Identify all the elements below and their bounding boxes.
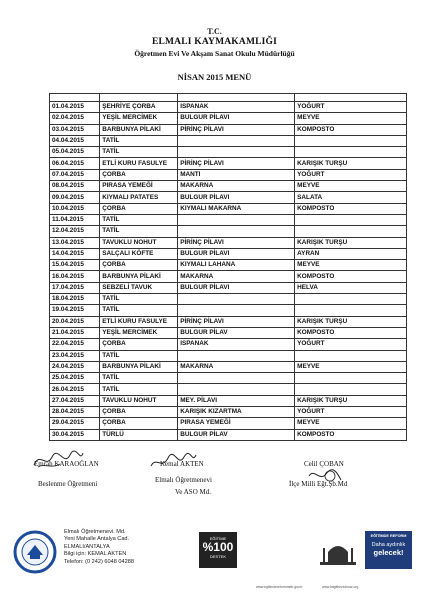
menu-date-cell: 28.04.2015 (50, 407, 100, 418)
table-row (50, 282, 407, 293)
menu-date-cell: 16.04.2015 (50, 271, 100, 282)
menu-date-cell: 24.04.2015 (50, 361, 100, 372)
table-row (50, 158, 407, 169)
menu-extra-cell (295, 135, 407, 146)
menu-main-dish-cell: YEŞİL MERCİMEK (100, 113, 178, 124)
menu-date-cell: 29.04.2015 (50, 418, 100, 429)
menu-side-dish-cell: KIYMALI MAKARNA (178, 203, 295, 214)
menu-main-dish-cell: ÇORBA (100, 203, 178, 214)
menu-extra-cell: KOMPOSTO (295, 124, 407, 135)
menu-extra-cell: KOMPOSTO (295, 327, 407, 338)
table-header-cell (50, 94, 100, 102)
menu-date-cell: 23.04.2015 (50, 350, 100, 361)
mid-signature-title2: Ve ASO Md. (175, 488, 211, 496)
menu-main-dish-cell: YEŞİL MERCİMEK (100, 327, 178, 338)
menu-extra-cell (295, 147, 407, 158)
menu-side-dish-cell: MANTI (178, 169, 295, 180)
footer-line-2: Yeni Mahalle Antalya Cad. (64, 536, 130, 543)
badge1-bot-text: DESTEK (209, 554, 226, 559)
menu-side-dish-cell: PIRASA YEMEĞİ (178, 418, 295, 429)
mid-signature-title1: Elmalı Öğretmenevi (155, 476, 212, 484)
table-header-cell (295, 94, 407, 102)
menu-side-dish-cell (178, 294, 295, 305)
menu-side-dish-cell: PİRİNÇ PİLAVI (178, 237, 295, 248)
menu-date-cell: 11.04.2015 (50, 214, 100, 225)
menu-date-cell: 27.04.2015 (50, 395, 100, 406)
table-row (50, 418, 407, 429)
education-support-badge (199, 532, 237, 568)
menu-extra-cell: YOĞURT (295, 339, 407, 350)
footer-line-1: Elmalı Öğretmenevi. Md. (64, 529, 126, 535)
menu-side-dish-cell: BULGUR PİLAV (178, 429, 295, 440)
menu-extra-cell (295, 214, 407, 225)
table-row (50, 260, 407, 271)
table-row (50, 248, 407, 259)
menu-main-dish-cell: TÜRLÜ (100, 429, 178, 440)
menu-main-dish-cell: TATİL (100, 147, 178, 158)
menu-side-dish-cell: KARIŞIK KIZARTMA (178, 407, 295, 418)
menu-date-cell: 19.04.2015 (50, 305, 100, 316)
table-row (50, 316, 407, 327)
menu-date-cell: 14.04.2015 (50, 248, 100, 259)
menu-side-dish-cell: BULGUR PİLAVI (178, 192, 295, 203)
menu-main-dish-cell: SALÇALI KÖFTE (100, 248, 178, 259)
menu-side-dish-cell: MAKARNA (178, 181, 295, 192)
menu-extra-cell: KARIŞIK TURŞU (295, 395, 407, 406)
menu-side-dish-cell (178, 373, 295, 384)
badge3-mid-text: Daha aydınlık (371, 542, 406, 548)
menu-extra-cell (295, 294, 407, 305)
menu-table (49, 93, 407, 441)
menu-side-dish-cell (178, 384, 295, 395)
table-row (50, 294, 407, 305)
badge1-top-text: EĞİTİME (209, 536, 227, 541)
menu-date-cell: 26.04.2015 (50, 384, 100, 395)
menu-main-dish-cell: TAVUKLU NOHUT (100, 237, 178, 248)
menu-date-cell: 18.04.2015 (50, 294, 100, 305)
menu-date-cell: 04.04.2015 (50, 135, 100, 146)
menu-side-dish-cell (178, 305, 295, 316)
menu-side-dish-cell: MAKARNA (178, 271, 295, 282)
menu-side-dish-cell: MAKARNA (178, 361, 295, 372)
education-reform-badge (365, 531, 412, 569)
menu-main-dish-cell: BARBUNYA PİLAKİ (100, 271, 178, 282)
menu-side-dish-cell: MEY. PİLAVI (178, 395, 295, 406)
menu-main-dish-cell: TATİL (100, 373, 178, 384)
menu-extra-cell: YOĞURT (295, 169, 407, 180)
menu-extra-cell: KARIŞIK TURŞU (295, 316, 407, 327)
header-institution: Öğretmen Evi Ve Akşam Sanat Okulu Müdürlüğü (134, 49, 295, 58)
menu-extra-cell: KARIŞIK TURŞU (295, 237, 407, 248)
table-row (50, 135, 407, 146)
table-row (50, 395, 407, 406)
menu-extra-cell: KARIŞIK TURŞU (295, 158, 407, 169)
menu-main-dish-cell: ÇORBA (100, 407, 178, 418)
menu-date-cell: 01.04.2015 (50, 102, 100, 113)
menu-side-dish-cell (178, 214, 295, 225)
menu-extra-cell: YOĞURT (295, 102, 407, 113)
menu-main-dish-cell: KIYMALI PATATES (100, 192, 178, 203)
table-row (50, 214, 407, 225)
menu-date-cell: 22.04.2015 (50, 339, 100, 350)
header-kaymakamlik: ELMALI KAYMAKAMLIĞI (151, 37, 278, 47)
footer-url-1: www.egitimdereformmeb.gov.tr (256, 585, 303, 589)
menu-date-cell: 06.04.2015 (50, 158, 100, 169)
menu-extra-cell: AYRAN (295, 248, 407, 259)
table-row (50, 226, 407, 237)
right-signature-name: Celil ÇOBAN (304, 460, 344, 468)
table-row (50, 124, 407, 135)
menu-main-dish-cell: TATİL (100, 384, 178, 395)
menu-extra-cell: KOMPOSTO (295, 203, 407, 214)
table-header-cell (100, 94, 178, 102)
mid-signature-name: Kemal AKTEN (160, 460, 204, 468)
table-row (50, 113, 407, 124)
menu-extra-cell (295, 350, 407, 361)
menu-date-cell: 25.04.2015 (50, 373, 100, 384)
menu-extra-cell (295, 373, 407, 384)
table-header-cell (178, 94, 295, 102)
school-logo (13, 530, 57, 574)
header-tc: T.C. (207, 27, 222, 36)
menu-date-cell: 02.04.2015 (50, 113, 100, 124)
menu-main-dish-cell: ETLİ KURU FASULYE (100, 316, 178, 327)
menu-extra-cell: MEYVE (295, 418, 407, 429)
menu-main-dish-cell: TAVUKLU NOHUT (100, 395, 178, 406)
menu-extra-cell: YOĞURT (295, 407, 407, 418)
menu-main-dish-cell: TATİL (100, 214, 178, 225)
menu-date-cell: 21.04.2015 (50, 327, 100, 338)
menu-side-dish-cell: PİRİNÇ PİLAVI (178, 158, 295, 169)
badge3-top-text: EĞİTİMDE REFORM (370, 534, 407, 538)
menu-side-dish-cell (178, 350, 295, 361)
footer-contact (64, 529, 134, 566)
menu-date-cell: 12.04.2015 (50, 226, 100, 237)
table-row (50, 361, 407, 372)
menu-date-cell: 08.04.2015 (50, 181, 100, 192)
menu-extra-cell (295, 226, 407, 237)
menu-date-cell: 13.04.2015 (50, 237, 100, 248)
menu-date-cell: 03.04.2015 (50, 124, 100, 135)
menu-extra-cell (295, 384, 407, 395)
menu-side-dish-cell: ISPANAK (178, 102, 295, 113)
menu-side-dish-cell: BULGUR PİLAVI (178, 248, 295, 259)
table-row (50, 169, 407, 180)
menu-main-dish-cell: TATİL (100, 350, 178, 361)
menu-main-dish-cell: SEBZELİ TAVUK (100, 282, 178, 293)
table-row (50, 237, 407, 248)
table-row (50, 192, 407, 203)
table-row (50, 407, 407, 418)
menu-date-cell: 17.04.2015 (50, 282, 100, 293)
menu-extra-cell: MEYVE (295, 113, 407, 124)
table-row (50, 147, 407, 158)
mosque-emblem (318, 534, 358, 566)
menu-main-dish-cell: TATİL (100, 305, 178, 316)
menu-side-dish-cell: PİRİNÇ PİLAVI (178, 316, 295, 327)
menu-extra-cell: KOMPOSTO (295, 429, 407, 440)
menu-side-dish-cell (178, 226, 295, 237)
footer-line-3: ELMALI/ANTALYA (64, 543, 110, 550)
badge3-bot-text: gelecek! (373, 548, 404, 557)
menu-main-dish-cell: ÇORBA (100, 260, 178, 271)
table-row (50, 429, 407, 440)
menu-main-dish-cell: ÇORBA (100, 339, 178, 350)
menu-side-dish-cell: BULGUR PİLAVI (178, 282, 295, 293)
menu-date-cell: 15.04.2015 (50, 260, 100, 271)
menu-side-dish-cell (178, 147, 295, 158)
menu-main-dish-cell: TATİL (100, 135, 178, 146)
menu-extra-cell: KOMPOSTO (295, 271, 407, 282)
footer-url-2: www.kagitbeziolmaz.org (322, 585, 359, 589)
menu-extra-cell: MEYVE (295, 181, 407, 192)
menu-side-dish-cell: PİRİNÇ PİLAVI (178, 124, 295, 135)
menu-extra-cell: MEYVE (295, 260, 407, 271)
table-header-row (50, 94, 407, 102)
table-row (50, 181, 407, 192)
menu-side-dish-cell: BULGUR PİLAVI (178, 113, 295, 124)
left-signature-name: Emrah KARAOĞLAN (34, 460, 99, 468)
menu-extra-cell: SALATA (295, 192, 407, 203)
table-row (50, 102, 407, 113)
table-row (50, 203, 407, 214)
menu-main-dish-cell: BARBUNYA PİLAKİ (100, 124, 178, 135)
table-row (50, 373, 407, 384)
menu-date-cell: 07.04.2015 (50, 169, 100, 180)
footer-line-4: Bilgi için: KEMAL AKTEN (64, 551, 127, 558)
menu-main-dish-cell: BARBUNYA PİLAKİ (100, 361, 178, 372)
menu-main-dish-cell: ÇORBA (100, 418, 178, 429)
menu-date-cell: 09.04.2015 (50, 192, 100, 203)
menu-main-dish-cell: TATİL (100, 226, 178, 237)
menu-side-dish-cell (178, 135, 295, 146)
footer-line-5: Telefon: (0 242) 6048 04288 (64, 558, 134, 565)
menu-main-dish-cell: PIRASA YEMEĞİ (100, 181, 178, 192)
right-signature-title: İlçe Milli Eğt.Şb.Md (289, 480, 348, 488)
menu-main-dish-cell: TATİL (100, 294, 178, 305)
table-row (50, 350, 407, 361)
menu-extra-cell (295, 305, 407, 316)
left-signature-title: Beslenme Öğretmeni (38, 480, 98, 488)
menu-extra-cell: MEYVE (295, 361, 407, 372)
menu-date-cell: 10.04.2015 (50, 203, 100, 214)
menu-date-cell: 05.04.2015 (50, 147, 100, 158)
table-row (50, 327, 407, 338)
menu-title: NİSAN 2015 MENÜ (177, 72, 252, 82)
menu-date-cell: 20.04.2015 (50, 316, 100, 327)
table-row (50, 305, 407, 316)
menu-side-dish-cell: KIYMALI LAHANA (178, 260, 295, 271)
menu-main-dish-cell: ÇORBA (100, 169, 178, 180)
menu-side-dish-cell: BULGUR PİLAV (178, 327, 295, 338)
table-row (50, 384, 407, 395)
table-row (50, 339, 407, 350)
menu-main-dish-cell: ETLİ KURU FASULYE (100, 158, 178, 169)
badge1-mid-text: %100 (202, 540, 234, 554)
table-row (50, 271, 407, 282)
menu-main-dish-cell: ŞEHRİYE ÇORBA (100, 102, 178, 113)
menu-side-dish-cell: ISPANAK (178, 339, 295, 350)
menu-extra-cell: HELVA (295, 282, 407, 293)
menu-date-cell: 30.04.2015 (50, 429, 100, 440)
